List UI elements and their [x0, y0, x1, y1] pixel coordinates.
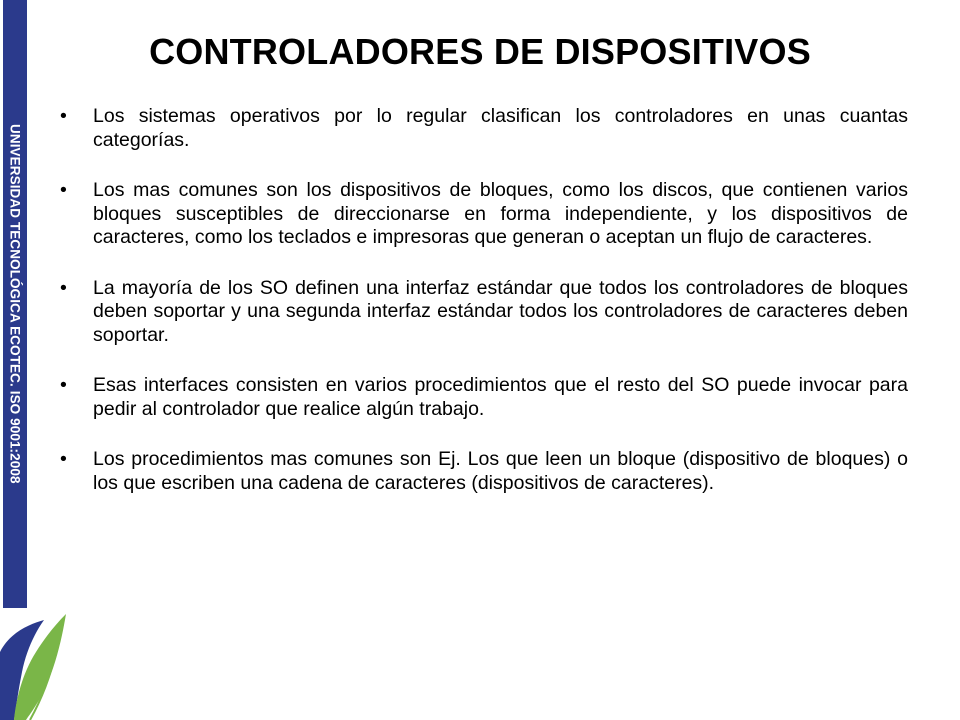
- bullet-text: Los sistemas operativos por lo regular clasifican los controladores en unas cuantas categorías.: [93, 105, 908, 151]
- bullet-dot: •: [60, 448, 67, 470]
- list-item: [60, 374, 908, 421]
- leaf-logo-icon: [0, 612, 72, 720]
- bullet-dot: •: [60, 276, 67, 299]
- bullet-text: Los procedimientos mas comunes son Ej. Los que leen un bloque (dispositivo de bloques) o los que escriben una cadena de caracteres (dispositivos de caracteres).: [93, 448, 908, 494]
- list-item: [60, 448, 908, 495]
- bullet-text: La mayoría de los SO definen una interfaz estándar que todos los controladores de bloques deben soportar y una segunda interfaz estándar todos los controladores de caracteres deben soportar.: [93, 276, 908, 346]
- bullet-text: Esas interfaces consisten en varios procedimientos que el resto del SO puede invocar para pedir al controlador que realice algún trabajo.: [93, 374, 908, 420]
- bullet-dot: •: [60, 179, 67, 201]
- bullet-dot: •: [60, 374, 67, 396]
- bullet-text: Los mas comunes son los dispositivos de bloques, como los discos, que contienen varios bloques susceptibles de direccionarse en forma independiente, y los dispositivos de caracteres, como los teclados e impresoras que generan o aceptan un flujo de caracteres.: [93, 179, 908, 248]
- list-item: [60, 179, 908, 250]
- list-item: [60, 105, 908, 152]
- list-item: [60, 277, 908, 348]
- university-name: UNIVERSIDAD TECNOLÓGICA ECOTEC. ISO 9001:2008: [7, 124, 23, 484]
- bullet-list: [60, 105, 908, 522]
- bullet-dot: •: [60, 105, 67, 127]
- slide-title: CONTROLADORES DE DISPOSITIVOS: [149, 31, 811, 72]
- university-sidebar: [3, 0, 27, 608]
